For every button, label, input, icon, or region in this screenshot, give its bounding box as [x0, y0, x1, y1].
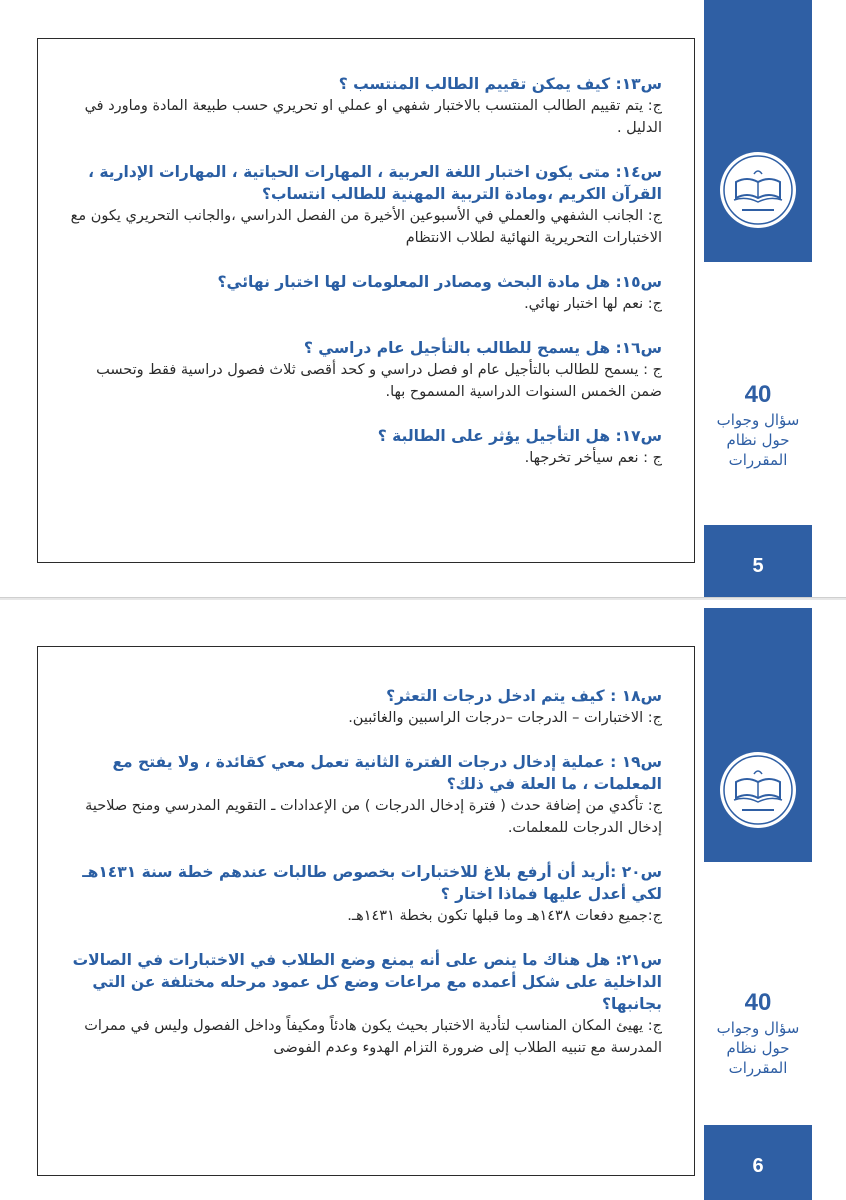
page-number: 6: [752, 1155, 764, 1177]
qa-item: [62, 161, 662, 249]
book-logo-icon: [720, 152, 796, 228]
sidebar-line: حول نظام: [726, 431, 790, 449]
question: س١٦: هل يسمح للطالب بالتأجيل عام دراسي ؟: [303, 339, 662, 357]
book-logo-icon: [720, 752, 796, 828]
question: س١٥: هل مادة البحث ومصادر المعلومات لها اختبار نهائي؟: [217, 273, 662, 291]
answer: ج : نعم سيأخر تخرجها.: [524, 450, 662, 466]
qa-item: [62, 861, 662, 927]
answer: ج: يهيئ المكان المناسب لتأدية الاختبار بحيث يكون هادئاً ومكيفاً وداخل الفصول وليس في ممرات المدرسة مع تنبيه الطلاب إلى ضرورة التزام الهدوء وعدم الفوضى: [84, 1018, 662, 1056]
qa-box: [37, 646, 695, 1176]
answer: ج: تأكدي من إضافة حدث ( فترة إدخال الدرجات ) من الإعدادات ـ التقويم المدرسي ومنح صلاحية إدخال الدرجات للمعلمات.: [85, 798, 662, 836]
answer: ج: الاختبارات – الدرجات –درجات الراسبين والغائبين.: [348, 710, 662, 726]
question: س١٧: هل التأجيل يؤثر على الطالبة ؟: [377, 427, 662, 445]
answer: ج: الجانب الشفهي والعملي في الأسبوعين الأخيرة من الفصل الدراسي ،والجانب التحريري يكون مع الاختبارات التحريرية النهائية لطلاب الانتظام: [70, 208, 662, 246]
qa-item: [62, 685, 662, 729]
qa-item: [62, 751, 662, 839]
answer: ج : يسمح للطالب بالتأجيل عام او فصل دراسي و كحد أقصى ثلاث فصول دراسية فقط وتحسب ضمن الخمس السنوات الدراسية المسموح بها.: [96, 362, 662, 400]
sidebar-line: سؤال وجواب: [716, 411, 800, 429]
sidebar-line: المقررات: [728, 451, 788, 469]
qa-item: [62, 337, 662, 403]
sidebar-line: حول نظام: [726, 1039, 790, 1057]
qa-list: [62, 73, 662, 469]
answer: ج: نعم لها اختبار نهائي.: [524, 296, 662, 312]
page-number: 5: [752, 555, 764, 577]
page-6: [0, 600, 846, 1200]
sidebar-count: 40: [744, 381, 772, 408]
qa-box: [37, 38, 695, 563]
qa-item: [62, 271, 662, 315]
qa-item: [62, 425, 662, 469]
qa-item: [62, 949, 662, 1059]
sidebar-line: سؤال وجواب: [716, 1019, 800, 1037]
question: س١٤: متى يكون اختبار اللغة العربية ، المهارات الحياتية ، المهارات الإدارية ، القرآن الكريم ،ومادة التربية المهنية للطالب انتساب؟: [88, 163, 662, 203]
answer: ج: يتم تقييم الطالب المنتسب بالاختبار شفهي او عملي او تحريري حسب طبيعة المادة وماورد في الدليل .: [84, 98, 662, 136]
sidebar: [704, 608, 812, 1200]
qa-item: [62, 73, 662, 139]
sidebar-line: المقررات: [728, 1059, 788, 1077]
question: س٢٠ :أريد أن أرفع بلاغ للاختبارات بخصوص طالبات عندهم خطة سنة ١٤٣١هـ لكي أعدل عليها فماذا اختار ؟: [82, 863, 662, 903]
qa-list: [62, 685, 662, 1059]
question: س٢١: هل هناك ما ينص على أنه يمنع وضع الطلاب في الاختبارات في الصالات الداخلية على شكل أعمده مع مراعات وضع كل عمود مرحله مختلفة عن التي بجانبها؟: [72, 951, 662, 1013]
question: س١٩ : عملية إدخال درجات الفترة الثانية تعمل معي كقائدة ، ولا يفتح مع المعلمات ، ما العلة في ذلك؟: [112, 753, 662, 793]
sidebar-title: [704, 380, 812, 470]
question: س١٣: كيف يمكن تقييم الطالب المنتسب ؟: [338, 75, 662, 93]
sidebar-count: 40: [744, 989, 772, 1016]
question: س١٨ : كيف يتم ادخل درجات التعثر؟: [386, 687, 662, 705]
answer: ج:جميع دفعات ١٤٣٨هـ وما قبلها تكون بخطة ١٤٣١هـ.: [347, 908, 662, 924]
sidebar-title: [704, 988, 812, 1078]
sidebar: [704, 0, 812, 600]
